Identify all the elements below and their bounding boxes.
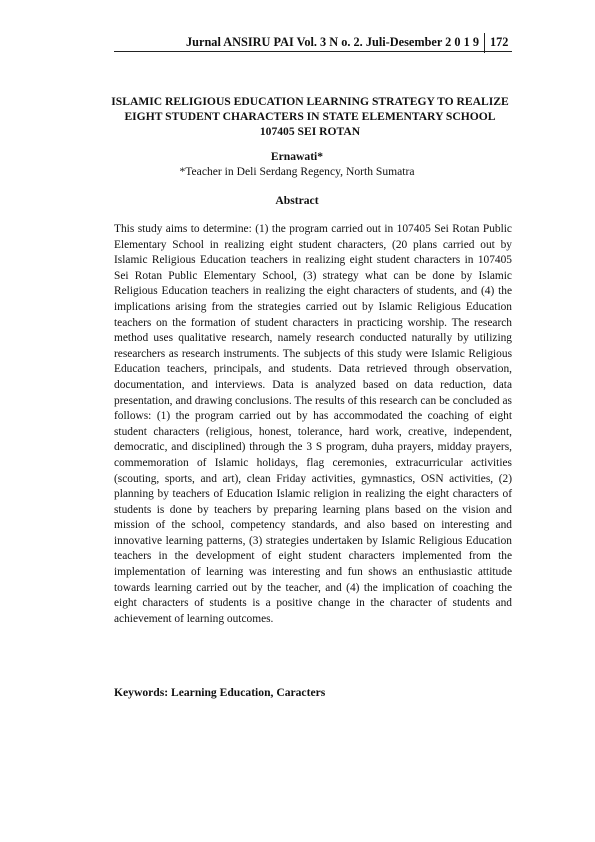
page-number: 172	[490, 35, 509, 49]
header-divider	[484, 33, 485, 53]
running-header	[0, 33, 595, 53]
header-rule	[114, 51, 512, 52]
keywords: Keywords: Learning Education, Caracters	[114, 686, 326, 699]
abstract-heading: Abstract	[275, 194, 319, 207]
abstract-text: This study aims to determine: (1) the program carried out in 107405 Sei Rotan Public Elementary School in realizing eight student characters, (20 plans carried out by Islamic Religious Education teachers in realizing eight student characters in 107405 Sei Rotan Public Elementary School, (3) strategy what can be done by Islamic Religious Education teachers in realizing the eight characters of students, and (4) the implications arising from the strategies carried out by Islamic Religious Education teachers on the formation of student characters in practicing worship. The research method uses qualitative research, namely research conducted naturally by utilizing researchers as research instruments. The subjects of this study were Islamic Religious Education teachers, principals, and students. Data retrieved through observation, documentation, and interviews. Data is analyzed based on data reduction, data presentation, and drawing conclusions. The results of this research can be concluded as follows: (1) the program carried out by has accommodated the coaching of eight student characters (religious, honest, tolerance, hard work, creative, independent, democratic, and disciplined) through the 3 S program, duha prayers, midday prayers, commemoration of Islamic holidays, flag ceremonies, extracurricular activities (scouting, sports, and art), clean Friday activities, gymnastics, OSN activities, (2) planning by teachers of Education Islamic religion in realizing the eight characters of students is done by teachers by preparing learning plans based on the vision and mission of the school, competency standards, and also based on interesting and innovative learning patterns, (3) strategies undertaken by Islamic Religious Education teachers in the development of eight student characters implemented from the implementation of learning was interesting and fun shows an enthusiastic attitude towards learning carried out by the teacher, and (4) the implication of coaching the eight characters of students is a positive change in the character of students and achievement of learning outcomes.	[114, 223, 512, 625]
author-affiliation: *Teacher in Deli Serdang Regency, North Sumatra	[179, 165, 415, 178]
author-name: Ernawati*	[270, 150, 324, 163]
journal-citation: Jurnal ANSIRU PAI Vol. 3 N o. 2. Juli-Desember 2 0 1 9	[186, 35, 479, 49]
article-title: ISLAMIC RELIGIOUS EDUCATION LEARNING STRATEGY TO REALIZE EIGHT STUDENT CHARACTERS IN STATE ELEMENTARY SCHOOL 107405 SEI ROTAN	[111, 95, 509, 138]
